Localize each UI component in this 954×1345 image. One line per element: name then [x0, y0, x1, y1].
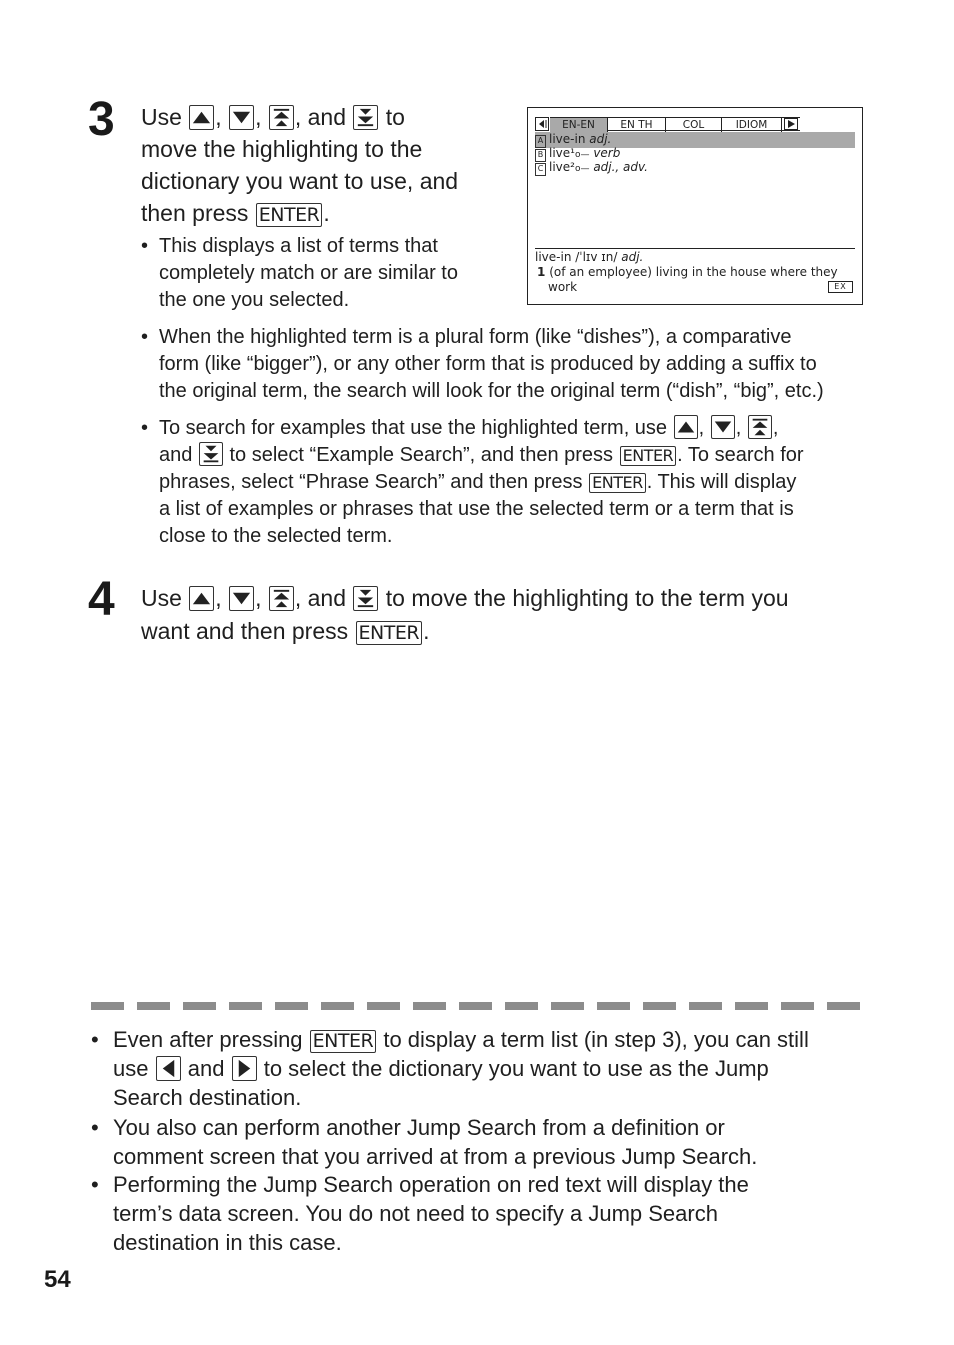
step3-bullet-2: [141, 324, 881, 405]
text-use: Use: [141, 104, 182, 130]
list-pos: adj.: [589, 132, 612, 146]
definition-sense: [537, 265, 838, 280]
up-arrow-icon: [189, 105, 214, 130]
list-pos: adj., adv.: [593, 160, 648, 174]
tab-col[interactable]: COL: [666, 118, 722, 132]
left-arrow-icon: [156, 1056, 181, 1081]
dictionary-screen: [527, 107, 863, 305]
text-to: to: [385, 104, 405, 130]
up-arrow-icon: [674, 415, 698, 439]
bullet3-line4: a list of examples or phrases that use the selected term or a term that is: [159, 498, 794, 520]
scroll-right-icon: [784, 118, 798, 130]
list-term: live-in: [549, 132, 586, 146]
bullet: •: [91, 1172, 99, 1197]
step3-bullet-1: [141, 233, 511, 314]
key-icon: o—: [574, 150, 590, 160]
definition-pos: adj.: [621, 250, 644, 264]
note1-line1-post: to display a term list (in step 3), you can still: [383, 1027, 809, 1052]
note1-line3: Search destination.: [113, 1085, 302, 1110]
ex-badge: EX: [828, 281, 853, 293]
sense-text-2: work: [548, 280, 578, 294]
page-number: 54: [44, 1266, 71, 1293]
text-and: and: [187, 1056, 225, 1081]
sense-number: 1: [537, 265, 546, 279]
headword: live-in: [535, 250, 572, 264]
step-number-4: 4: [88, 573, 115, 626]
bullet2-line3: the original term, the search will look for the original term (“dish”, “big”, etc.): [159, 380, 824, 402]
bullet: •: [91, 1027, 99, 1052]
dictionary-tabs: [550, 117, 800, 131]
bullet3-line3-end: . This will display: [646, 471, 797, 493]
tab-en-th[interactable]: EN TH: [608, 118, 666, 132]
bullet1-line3: the one you selected.: [159, 289, 350, 311]
list-item[interactable]: [535, 160, 648, 176]
page-down-icon: [199, 442, 223, 466]
step4-line2: want and then press: [141, 618, 349, 644]
page-up-icon: [269, 586, 294, 611]
bullet: •: [141, 235, 149, 257]
sense-text: (of an employee) living in the house where they: [549, 265, 838, 279]
bullet: •: [91, 1115, 99, 1140]
down-arrow-icon: [229, 586, 254, 611]
note-2: [91, 1113, 871, 1171]
note3-line1: Performing the Jump Search operation on red text will display the: [113, 1172, 749, 1197]
note3-line3: destination in this case.: [113, 1230, 342, 1255]
down-arrow-icon: [711, 415, 735, 439]
bullet3-line2: to select “Example Search”, and then press: [229, 444, 614, 466]
enter-key: ENTER: [356, 621, 423, 645]
list-pos: verb: [593, 146, 621, 160]
step4-line1: to move the highlighting to the term you: [385, 585, 789, 611]
note2-line2: comment screen that you arrived at from a previous Jump Search.: [113, 1144, 758, 1169]
list-label: A: [535, 135, 546, 148]
note-1: [91, 1025, 871, 1112]
bullet3-line3: phrases, select “Phrase Search” and then press: [159, 471, 583, 493]
list-label: B: [535, 149, 546, 162]
bullet: •: [141, 326, 149, 348]
scroll-left-icon: [535, 117, 549, 131]
bullet3-line5: close to the selected term.: [159, 525, 393, 547]
pronunciation: /ˈlɪv ɪn/: [575, 250, 618, 264]
page-down-icon: [353, 105, 378, 130]
step4-instruction: Use , , , and to move the highlighting to the term you want and then press ENTER .: [141, 585, 789, 644]
step3-line4: then press: [141, 200, 249, 226]
text-and: , and: [294, 104, 347, 130]
bullet: •: [141, 417, 149, 439]
note2-line1: You also can perform another Jump Search from a definition or: [113, 1115, 725, 1140]
bullet2-line1: When the highlighted term is a plural form (like “dishes”), a comparative: [159, 326, 792, 348]
period: .: [423, 618, 430, 644]
note1-line2: to select the dictionary you want to use as the Jump: [263, 1056, 769, 1081]
text-use: Use: [141, 585, 182, 611]
comma: ,: [255, 104, 262, 130]
text-and: , and: [294, 585, 347, 611]
period: .: [323, 200, 330, 226]
text-and: and: [159, 444, 193, 466]
tab-idiom[interactable]: IDIOM: [722, 118, 782, 132]
list-term: live¹: [549, 146, 575, 160]
page-down-icon: [353, 586, 378, 611]
screen-divider: [535, 248, 855, 249]
bullet1-line1: This displays a list of terms that: [159, 235, 438, 257]
bullet2-line2: form (like “bigger”), or any other form that is produced by adding a suffix to: [159, 353, 817, 375]
bullet1-line2: completely match or are similar to: [159, 262, 458, 284]
enter-key: ENTER: [310, 1030, 377, 1053]
note-3: [91, 1170, 871, 1257]
list-label: C: [535, 163, 546, 176]
page-up-icon: [269, 105, 294, 130]
list-term: live²: [549, 160, 575, 174]
step-number-3: 3: [88, 93, 115, 146]
note1-line1: Even after pressing: [113, 1027, 303, 1052]
key-icon: o—: [574, 164, 590, 174]
tab-en-en[interactable]: EN-EN: [550, 118, 608, 132]
down-arrow-icon: [229, 105, 254, 130]
step3-line2: move the highlighting to the: [141, 136, 423, 162]
comma: ,: [215, 104, 222, 130]
page-up-icon: [748, 415, 772, 439]
step3-line3: dictionary you want to use, and: [141, 168, 459, 194]
step3-instruction: [141, 101, 511, 229]
enter-key: ENTER: [256, 203, 323, 227]
enter-key: ENTER: [589, 473, 646, 493]
bullet3-line1: To search for examples that use the highlighted term, use: [159, 417, 668, 439]
text-use: use: [113, 1056, 149, 1081]
bullet3-line2-end: . To search for: [677, 444, 804, 466]
enter-key: ENTER: [620, 446, 677, 466]
dashed-separator: [91, 1002, 863, 1010]
step3-bullet-3: • To search for examples that use the highlighted term, use , , , and to select “Example Search”, and then press ENTER . To search for phrases, select “Phrase Search” and then press ENTER . This will display a list of examples or phrases that use the selected term or a term that is close to the selected term.: [141, 415, 881, 550]
definition-headline: [535, 250, 643, 265]
right-arrow-icon: [232, 1056, 257, 1081]
note3-line2: term’s data screen. You do not need to specify a Jump Search: [113, 1201, 718, 1226]
up-arrow-icon: [189, 586, 214, 611]
